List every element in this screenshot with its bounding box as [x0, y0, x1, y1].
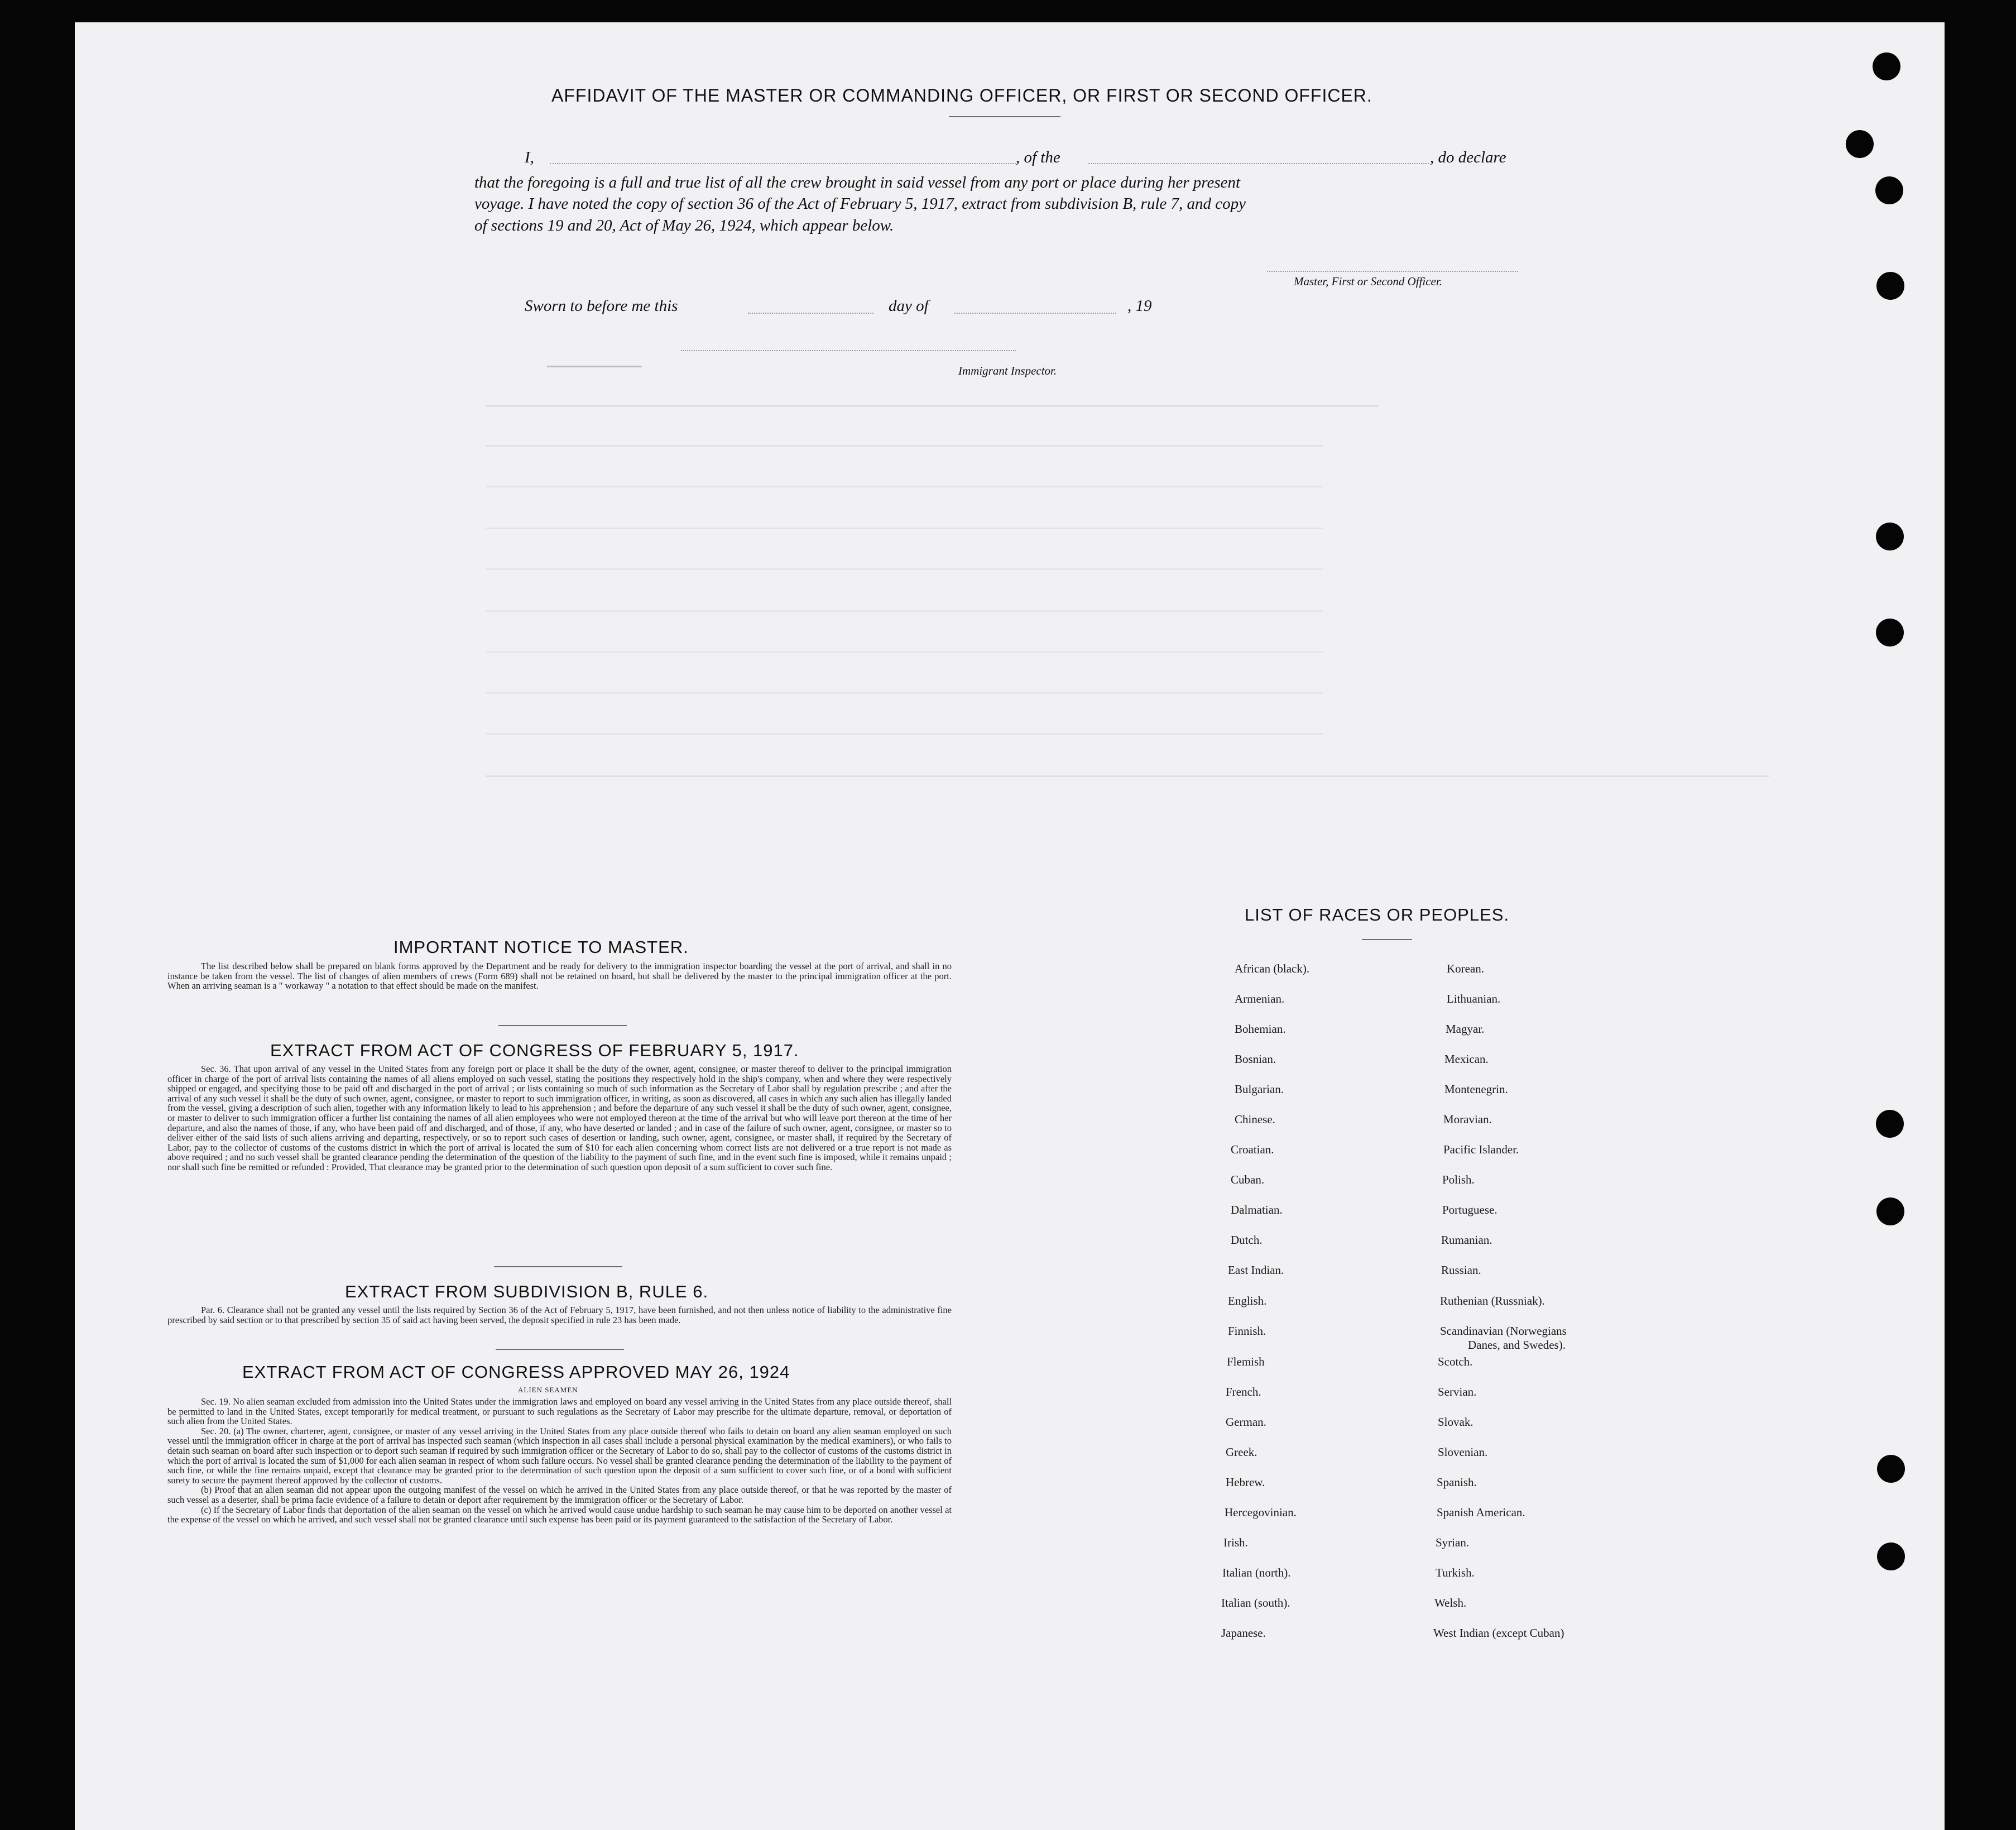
bleed-through-mark [486, 775, 1769, 777]
affidavit-text-4: of sections 19 and 20, Act of May 26, 1924, which appear below. [474, 217, 894, 234]
affidavit-text-3: voyage. I have noted the copy of section 36 of the Act of February 5, 1917, extract from subdivision B, rule 7, and copy [474, 195, 1246, 213]
notice-text: The list described below shall be prepared on blank forms approved by the Department and be ready for delivery to the immigration inspector boarding the vessel at the port of arrival, and shall in no instance be taken from the vessel. The list of changes of alien members of crews (Form 689) shall not be retained on board, but shall be delivered by the master to the principal immigration officer at the port. When an arriving seaman is a " workaway " a notation to that effect should be made on the manifest. [167, 961, 952, 991]
bleed-through-mark [486, 651, 1323, 653]
race-item: Flemish [1227, 1355, 1265, 1368]
race-item: Slovak. [1438, 1415, 1473, 1429]
race-item: Ruthenian (Russniak). [1440, 1294, 1545, 1307]
race-item: Montenegrin. [1444, 1082, 1508, 1096]
race-item: Slovenian. [1438, 1445, 1488, 1459]
affidavit-of-the: , of the [1016, 148, 1060, 166]
sworn-text: Sworn to before me this [525, 297, 678, 315]
inspector-label: Immigrant Inspector. [958, 364, 1057, 377]
race-item: West Indian (except Cuban) [1433, 1626, 1564, 1640]
race-item: French. [1226, 1385, 1261, 1398]
race-item: Scotch. [1438, 1355, 1473, 1368]
race-item: Italian (south). [1221, 1596, 1290, 1609]
punch-hole [1875, 176, 1903, 204]
title-rule [949, 116, 1060, 117]
race-item: Japanese. [1221, 1626, 1266, 1640]
title-rule [1362, 939, 1412, 940]
bleed-through-mark [486, 733, 1323, 735]
race-item: Bulgarian. [1235, 1082, 1284, 1096]
race-item: Cuban. [1231, 1173, 1265, 1186]
bleed-through-mark [486, 405, 1379, 407]
year-prefix: , 19 [1127, 297, 1152, 315]
race-item: Chinese. [1235, 1113, 1275, 1126]
race-item: Portuguese. [1442, 1203, 1497, 1216]
section-divider [494, 1266, 622, 1267]
race-item: Scandinavian (Norwegians [1440, 1324, 1567, 1338]
section-divider [498, 1025, 627, 1026]
race-item: Danes, and Swedes). [1468, 1338, 1566, 1352]
extract-1924-title: EXTRACT FROM ACT OF CONGRESS APPROVED MAY 26, 1924 [242, 1362, 790, 1382]
bleed-through-mark [486, 692, 1323, 694]
master-signature-label: Master, First or Second Officer. [1294, 275, 1442, 288]
race-item: African (black). [1235, 962, 1310, 975]
extract-1917-title: EXTRACT FROM ACT OF CONGRESS OF FEBRUARY 5, 1917. [270, 1041, 799, 1060]
extract-rule6-text: Par. 6. Clearance shall not be granted any vessel until the lists required by Section 36 of the Act of February 5, 1917, have been furnished, and not then unless notice of liability to the administrative fine prescribed by said section or to that prescribed by section 35 of said act having been served, the deposit specified in rule 23 has been made. [167, 1305, 952, 1325]
race-item: Korean. [1447, 962, 1485, 975]
race-item: Greek. [1226, 1445, 1257, 1459]
race-item: Finnish. [1228, 1324, 1266, 1338]
day-of-label: day of [889, 297, 929, 315]
vessel-blank[interactable] [1088, 163, 1429, 164]
master-signature-line[interactable] [1267, 271, 1518, 272]
punch-hole [1877, 1455, 1905, 1483]
race-item: Rumanian. [1441, 1233, 1492, 1247]
race-item: Italian (north). [1222, 1566, 1291, 1579]
race-item: Russian. [1441, 1263, 1481, 1277]
race-item: Dutch. [1231, 1233, 1263, 1247]
punch-hole [1876, 1197, 1904, 1225]
affidavit-title: AFFIDAVIT OF THE MASTER OR COMMANDING OFFICER, OR FIRST OR SECOND OFFICER. [551, 85, 1372, 106]
sworn-month-blank[interactable] [954, 313, 1116, 314]
race-item: Servian. [1438, 1385, 1477, 1398]
bleed-through-mark [486, 528, 1323, 529]
bleed-through-mark [547, 366, 642, 367]
bleed-through-mark [486, 445, 1323, 447]
inspector-signature-line[interactable] [681, 350, 1016, 351]
sec20a-text: Sec. 20. (a) The owner, charterer, agent, consignee, or master of any vessel arriving in the United States from any place outside thereof who fails to detain on board any alien seaman employed on such vessel until the immigration officer in charge at the port of arrival has inspected such seaman (which inspection in all cases shall include a personal physical examination by the medical examiners), or who fails to detain such seaman on board after such inspection or to deport such seaman if required by such immigration officer or the Secretary of Labor to do so, shall pay to the collector of customs of the customs district in which the port of arrival is located the sum of $1,000 for each alien seaman in respect of whom such failure occurs. No vessel shall be granted clearance pending the determination of the liability to the payment of such fine, or while the fine remains unpaid, except that clearance may be granted prior to the determination of such question upon the deposit of a sum sufficient to cover such fine, or of a bond with sufficient surety to secure the payment thereof approved by the collector of customs. [167, 1425, 952, 1486]
affidavit-text-2: that the foregoing is a full and true list of all the crew brought in said vessel from any port or place during her present [474, 174, 1241, 191]
race-item: Lithuanian. [1447, 992, 1501, 1005]
affidavit-declare: , do declare [1430, 148, 1506, 166]
punch-hole [1877, 1542, 1905, 1570]
race-item: Hercegovinian. [1225, 1506, 1297, 1519]
extract-1924-subtitle: ALIEN SEAMEN [518, 1386, 578, 1394]
bleed-through-mark [486, 568, 1323, 570]
race-item: German. [1226, 1415, 1266, 1429]
name-blank[interactable] [550, 163, 1016, 164]
race-item: Turkish. [1436, 1566, 1475, 1579]
race-item: Welsh. [1434, 1596, 1467, 1609]
race-item: Moravian. [1443, 1113, 1492, 1126]
notice-title: IMPORTANT NOTICE TO MASTER. [393, 937, 689, 957]
race-item: Hebrew. [1226, 1476, 1265, 1489]
punch-hole [1876, 1110, 1904, 1138]
extract-1924-body [167, 1397, 952, 1525]
race-item: Polish. [1442, 1173, 1475, 1186]
race-item: Dalmatian. [1231, 1203, 1283, 1216]
race-item: Croatian. [1231, 1143, 1274, 1156]
sworn-day-blank[interactable] [748, 313, 873, 314]
section-divider [496, 1349, 624, 1350]
bleed-through-mark [486, 486, 1323, 487]
race-item: English. [1228, 1294, 1267, 1307]
race-item: Bohemian. [1235, 1022, 1286, 1036]
race-item: Pacific Islander. [1443, 1143, 1519, 1156]
race-item: Irish. [1223, 1536, 1248, 1549]
race-item: Mexican. [1444, 1052, 1489, 1066]
race-item: Bosnian. [1235, 1052, 1276, 1066]
punch-hole [1876, 523, 1904, 550]
affidavit-i: I, [525, 148, 534, 166]
race-item: Spanish American. [1437, 1506, 1525, 1519]
race-item: East Indian. [1228, 1263, 1284, 1277]
race-item: Syrian. [1436, 1536, 1470, 1549]
races-title: LIST OF RACES OR PEOPLES. [1245, 905, 1510, 924]
extract-1917-text: Sec. 36. That upon arrival of any vessel in the United States from any foreign port or place it shall be the duty of the owner, agent, consignee, or master thereof to deliver to the principal immigration officer in charge of the port of arrival lists containing the names of all aliens employed on such vessel, stating the positions they respectively hold in the ship's company, when and where they were respectively shipped or engaged, and specifying those to be paid off and discharged in the port of arrival ; or lists containing so much of such information as the Secretary of Labor shall by regulation prescribe ; and after the arrival of any such vessel it shall be the duty of such owner, agent, consignee, or master to report to such immigration officer, in writing, as soon as discovered, all cases in which any such alien has illegally landed from the vessel, giving a description of such alien, together with any information likely to lead to his apprehension ; and before the departure of any such vessel it shall be the duty of such owner, agent, consignee, or master to deliver to such immigration officer a further list containing the names of all alien employees who were not employed thereon at the time of the arrival but who will leave port thereon at the time of her departure, and also the names of those, if any, who have been paid off and discharged, and of those, if any, who have deserted or landed ; and in case of the failure of such owner, agent, consignee, or master so to deliver either of the said lists of such aliens arriving and departing, respectively, or so to report such cases of desertion or landing, such owner, agent, consignee, or master shall, if required by the Secretary of Labor, pay to the collector of customs of the customs district in which the port of arrival is located the sum of $10 for each alien concerning whom correct lists are not delivered or a true report is not made as above required ; and no such vessel shall be granted clearance pending the determination of the question of the liability to the payment of such fine, and in the event such fine is imposed, while it remains unpaid ; nor shall such fine be remitted or refunded : Provided, That clearance may be granted prior to the determination of such question upon deposit of a sum sufficient to cover such fine. [167, 1063, 952, 1172]
document-page [75, 22, 1945, 1830]
race-item: Spanish. [1437, 1476, 1477, 1489]
bleed-through-mark [486, 610, 1323, 612]
race-item: Armenian. [1235, 992, 1285, 1005]
sec20c-text: (c) If the Secretary of Labor finds that deportation of the alien seaman on the vessel on which he arrived would cause undue hardship to such seaman he may cause him to be deported on another vessel at the expense of the vessel on which he arrived, and such vessel shall not be granted clearance until such expense has been paid or its payment guaranteed to the satisfaction of the Secretary of Labor. [167, 1504, 952, 1525]
punch-hole [1846, 130, 1874, 158]
punch-hole [1876, 272, 1904, 300]
punch-hole [1873, 52, 1900, 80]
race-item: Magyar. [1446, 1022, 1485, 1036]
sec19-text: Sec. 19. No alien seaman excluded from admission into the United States under the immigration laws and employed on board any vessel arriving in the United States from any place outside thereof, shall be permitted to land in the United States, except temporarily for medical treatment, or pursuant to such regulations as the Secretary of Labor may prescribe for the ultimate departure, removal, or deportation of such alien from the United States. [167, 1396, 952, 1427]
sec20b-text: (b) Proof that an alien seaman did not appear upon the outgoing manifest of the vessel on which he arrived in the United States from any place outside thereof, or that he was reported by the master of such vessel as a deserter, shall be prima facie evidence of a failure to detain or deport after requirement by the immigration officer or the Secretary of Labor. [167, 1484, 952, 1505]
extract-rule6-title: EXTRACT FROM SUBDIVISION B, RULE 6. [345, 1282, 709, 1301]
punch-hole [1876, 619, 1904, 646]
